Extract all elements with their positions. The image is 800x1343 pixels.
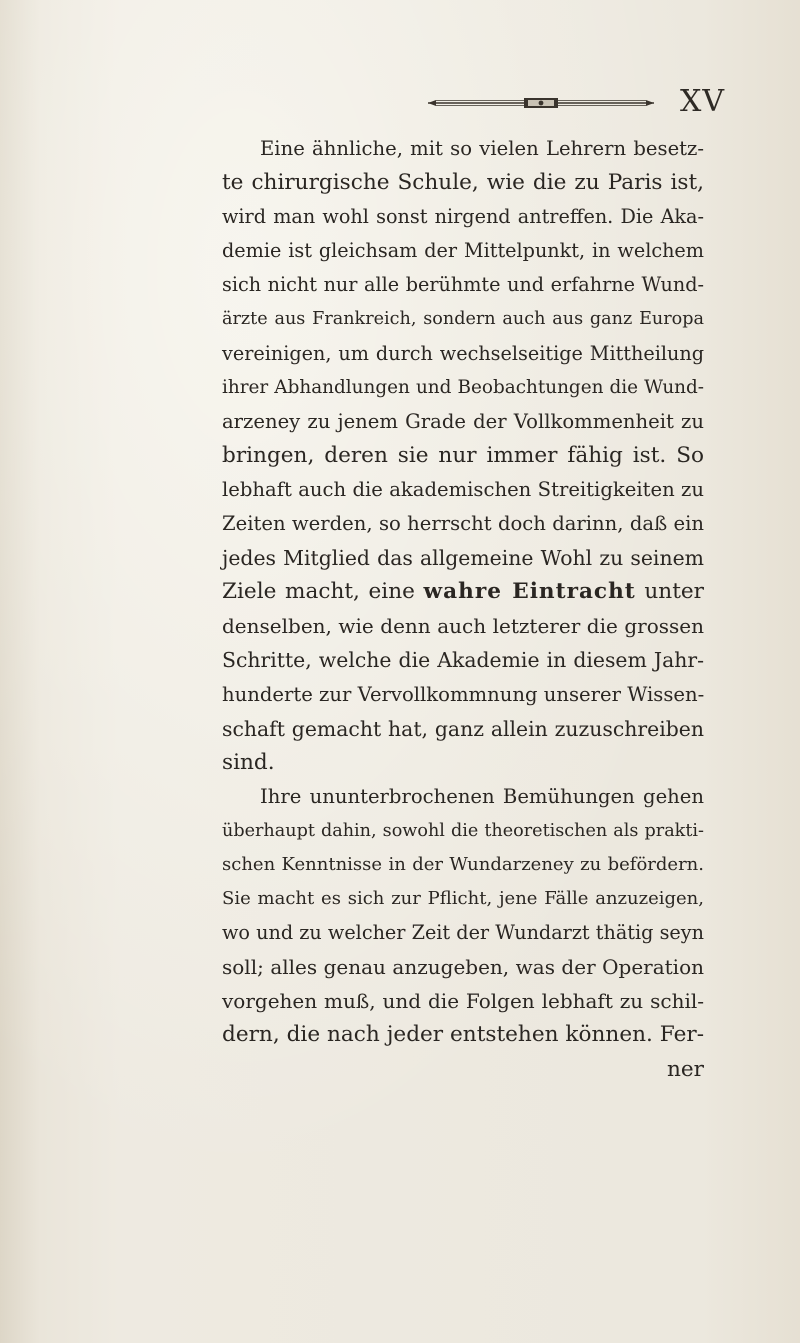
text-line: Eine ähnliche, mit so vielen Lehrern besetz- xyxy=(260,137,704,160)
text-line: bringen, deren sie nur immer fähig ist. So xyxy=(222,442,704,468)
text-line: Ihre ununterbrochenen Bemühungen gehen xyxy=(260,784,704,808)
text-line: soll; alles genau anzugeben, was der Operation xyxy=(222,955,704,980)
text-line: te chirurgische Schule, wie die zu Paris ist, xyxy=(222,170,704,196)
text-line: Schritte, welche die Akademie in diesem Jahr- xyxy=(222,648,704,673)
paragraph-2 xyxy=(222,780,704,1053)
text-line: jedes Mitglied das allgemeine Wohl zu seinem xyxy=(222,546,704,571)
text-line: Zeiten werden, so herrscht doch darinn, daß ein xyxy=(222,512,704,536)
text-line: wird man wohl sonst nirgend antreffen. Die Aka- xyxy=(222,205,704,229)
catchword: ner xyxy=(666,1056,704,1082)
text-line: vereinigen, um durch wechselseitige Mittheilung xyxy=(222,341,704,365)
page-header xyxy=(0,84,800,124)
text-line-emphasis xyxy=(222,575,704,609)
text-line: hunderte zur Vervollkommnung unserer Wissen- xyxy=(222,682,705,706)
text-line: denselben, wie denn auch letzterer die grossen xyxy=(222,614,704,639)
text-line: demie ist gleichsam der Mittelpunkt, in welchem xyxy=(222,239,704,263)
text-line: ärzte aus Frankreich, sondern auch aus ganz Europa xyxy=(222,309,704,330)
text-line: Sie macht es sich zur Pflicht, jene Fälle anzuzeigen, xyxy=(222,888,704,910)
body-text xyxy=(222,132,704,1087)
text-line: sind. xyxy=(222,749,275,775)
text-line: sich nicht nur alle berühmte und erfahrne Wund- xyxy=(222,273,704,297)
text-line: arzeney zu jenem Grade der Vollkommenheit zu xyxy=(222,409,704,433)
text-line: überhaupt dahin, sowohl die theoretischen als prakti- xyxy=(222,820,704,841)
text-line: vorgehen muß, und die Folgen lebhaft zu schil- xyxy=(222,989,704,1014)
text-line: schaft gemacht hat, ganz allein zuzuschreiben xyxy=(222,716,704,741)
text-line: wo und zu welcher Zeit der Wundarzt thätig seyn xyxy=(222,921,704,945)
page-number: XV xyxy=(680,84,726,119)
paragraph-1 xyxy=(222,132,704,780)
text-line: schen Kenntnisse in der Wundarzeney zu befördern. xyxy=(222,853,704,875)
text-line: dern, die nach jeder entstehen können. Fer- xyxy=(222,1022,704,1048)
text-fragment: unter xyxy=(635,579,704,605)
emphasized-phrase: wahre Eintracht xyxy=(423,579,636,605)
header-ornament-icon xyxy=(428,98,654,108)
text-fragment: Ziele macht, eine xyxy=(222,579,424,605)
text-line: lebhaft auch die akademischen Streitigkeiten zu xyxy=(222,477,704,501)
text-line: ihrer Abhandlungen und Beobachtungen die Wund- xyxy=(222,376,704,398)
